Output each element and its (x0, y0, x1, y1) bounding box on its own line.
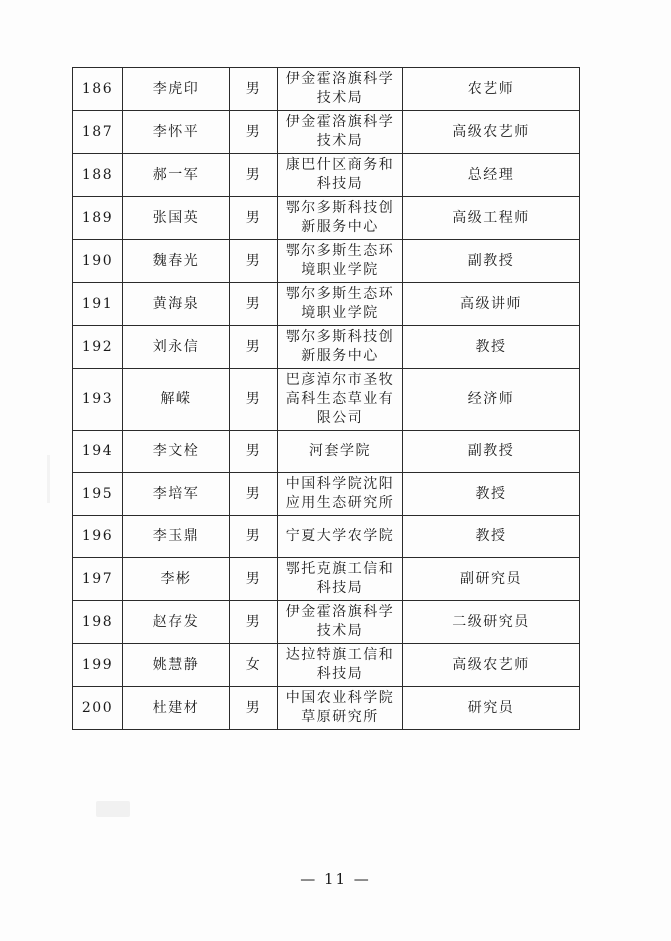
person-sex: 男 (230, 601, 278, 644)
work-unit-line: 草原研究所 (301, 709, 379, 725)
table-row (73, 516, 580, 558)
row-number: 195 (73, 473, 123, 516)
work-unit-line: 鄂尔多斯科技创 (285, 329, 395, 345)
person-name: 李彬 (123, 558, 230, 601)
work-unit (278, 68, 403, 111)
work-unit-line: 技术局 (316, 90, 364, 106)
work-unit-line: 应用生态研究所 (285, 495, 395, 511)
job-title: 副教授 (403, 240, 580, 283)
job-title: 农艺师 (403, 68, 580, 111)
work-unit (278, 240, 403, 283)
person-sex: 男 (230, 431, 278, 473)
work-unit-line: 鄂尔多斯生态环 (285, 286, 395, 302)
row-number: 194 (73, 431, 123, 473)
row-number: 200 (73, 687, 123, 730)
work-unit-line: 达拉特旗工信和 (285, 647, 395, 663)
person-name: 李虎印 (123, 68, 230, 111)
person-sex: 男 (230, 516, 278, 558)
work-unit-line: 鄂尔多斯生态环 (285, 243, 395, 259)
work-unit-line: 伊金霍洛旗科学 (285, 71, 395, 87)
row-number: 199 (73, 644, 123, 687)
table-row (73, 369, 580, 431)
work-unit-line: 中国科学院沈阳 (285, 476, 395, 492)
job-title: 教授 (403, 326, 580, 369)
work-unit (278, 326, 403, 369)
work-unit (278, 111, 403, 154)
table-row (73, 154, 580, 197)
work-unit-line: 技术局 (316, 623, 364, 639)
work-unit-line: 伊金霍洛旗科学 (285, 604, 395, 620)
table-row (73, 283, 580, 326)
roster-table-body (73, 68, 580, 730)
person-name: 杜建材 (123, 687, 230, 730)
person-name: 李玉鼎 (123, 516, 230, 558)
table-row (73, 111, 580, 154)
table-row (73, 601, 580, 644)
work-unit (278, 558, 403, 601)
work-unit (278, 644, 403, 687)
table-row (73, 687, 580, 730)
work-unit-line: 科技局 (316, 176, 364, 192)
row-number: 188 (73, 154, 123, 197)
table-row (73, 326, 580, 369)
job-title: 高级工程师 (403, 197, 580, 240)
row-number: 193 (73, 369, 123, 431)
person-name: 郝一军 (123, 154, 230, 197)
row-number: 186 (73, 68, 123, 111)
work-unit (278, 687, 403, 730)
table-row (73, 197, 580, 240)
job-title: 副研究员 (403, 558, 580, 601)
person-sex: 女 (230, 644, 278, 687)
work-unit-line: 新服务中心 (301, 348, 379, 364)
job-title: 总经理 (403, 154, 580, 197)
work-unit-line: 宁夏大学农学院 (285, 528, 395, 544)
scan-artifact (96, 801, 130, 817)
work-unit (278, 197, 403, 240)
row-number: 192 (73, 326, 123, 369)
table-row (73, 644, 580, 687)
roster-table (72, 67, 580, 730)
job-title: 高级农艺师 (403, 111, 580, 154)
person-name: 赵存发 (123, 601, 230, 644)
person-sex: 男 (230, 326, 278, 369)
table-row (73, 68, 580, 111)
work-unit (278, 473, 403, 516)
work-unit-line: 科技局 (316, 666, 364, 682)
person-sex: 男 (230, 68, 278, 111)
work-unit-line: 限公司 (316, 410, 364, 426)
job-title: 高级农艺师 (403, 644, 580, 687)
job-title: 二级研究员 (403, 601, 580, 644)
row-number: 191 (73, 283, 123, 326)
job-title: 高级讲师 (403, 283, 580, 326)
table-row (73, 431, 580, 473)
work-unit-line: 中国农业科学院 (285, 690, 395, 706)
work-unit-line: 新服务中心 (301, 219, 379, 235)
work-unit-line: 巴彦淖尔市圣牧 (285, 372, 395, 388)
job-title: 教授 (403, 516, 580, 558)
row-number: 189 (73, 197, 123, 240)
job-title: 研究员 (403, 687, 580, 730)
person-name: 刘永信 (123, 326, 230, 369)
job-title: 经济师 (403, 369, 580, 431)
work-unit-line: 伊金霍洛旗科学 (285, 114, 395, 130)
work-unit (278, 369, 403, 431)
page-number: — 11 — (300, 870, 371, 888)
work-unit (278, 154, 403, 197)
person-name: 李培军 (123, 473, 230, 516)
row-number: 196 (73, 516, 123, 558)
work-unit-line: 鄂托克旗工信和 (285, 561, 395, 577)
person-sex: 男 (230, 473, 278, 516)
work-unit-line: 技术局 (316, 133, 364, 149)
person-name: 李怀平 (123, 111, 230, 154)
scan-artifact (47, 455, 50, 503)
person-name: 魏春光 (123, 240, 230, 283)
work-unit-line: 高科生态草业有 (285, 391, 395, 407)
person-name: 姚慧静 (123, 644, 230, 687)
row-number: 190 (73, 240, 123, 283)
row-number: 187 (73, 111, 123, 154)
person-sex: 男 (230, 111, 278, 154)
table-row (73, 473, 580, 516)
person-sex: 男 (230, 687, 278, 730)
row-number: 198 (73, 601, 123, 644)
work-unit-line: 鄂尔多斯科技创 (285, 200, 395, 216)
person-sex: 男 (230, 558, 278, 601)
person-name: 黄海泉 (123, 283, 230, 326)
person-sex: 男 (230, 369, 278, 431)
person-sex: 男 (230, 197, 278, 240)
work-unit-line: 康巴什区商务和 (285, 157, 395, 173)
work-unit (278, 283, 403, 326)
person-sex: 男 (230, 283, 278, 326)
work-unit-line: 河套学院 (309, 443, 371, 459)
work-unit (278, 431, 403, 473)
job-title: 副教授 (403, 431, 580, 473)
work-unit-line: 境职业学院 (301, 305, 379, 321)
work-unit-line: 境职业学院 (301, 262, 379, 278)
work-unit-line: 科技局 (316, 580, 364, 596)
person-name: 张国英 (123, 197, 230, 240)
job-title: 教授 (403, 473, 580, 516)
table-row (73, 558, 580, 601)
person-name: 解嵘 (123, 369, 230, 431)
person-sex: 男 (230, 240, 278, 283)
person-sex: 男 (230, 154, 278, 197)
table-row (73, 240, 580, 283)
row-number: 197 (73, 558, 123, 601)
work-unit (278, 601, 403, 644)
person-name: 李文栓 (123, 431, 230, 473)
work-unit (278, 516, 403, 558)
